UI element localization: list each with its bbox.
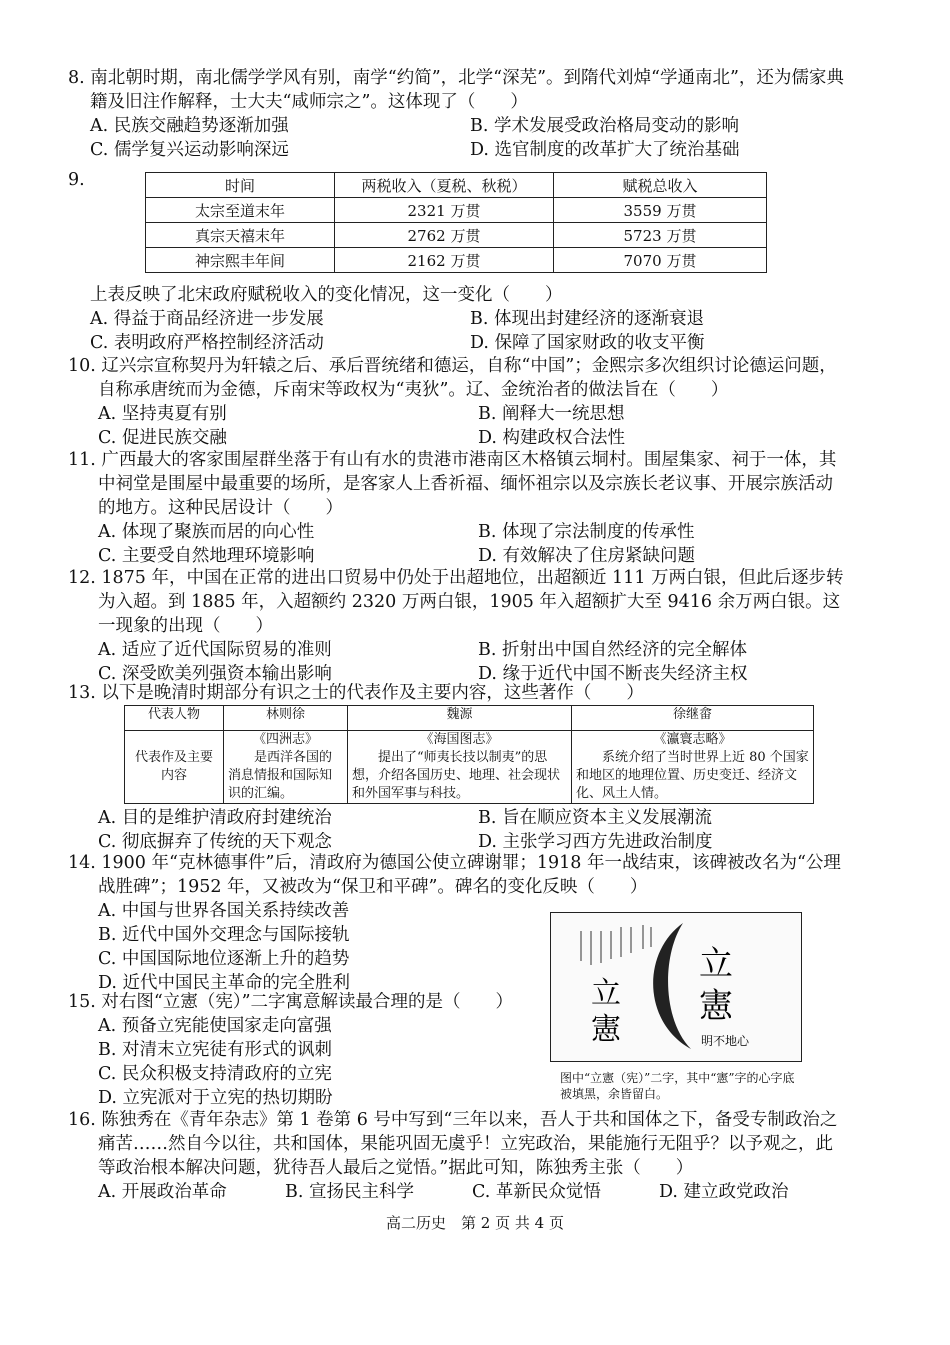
table-row bbox=[125, 731, 814, 804]
question-16 bbox=[68, 1108, 848, 1204]
question-11-options bbox=[98, 520, 848, 568]
option-c[interactable]: C. 表明政府严格控制经济活动 bbox=[90, 333, 324, 353]
table-header: 赋税总收入 bbox=[554, 173, 767, 198]
table-cell bbox=[224, 731, 348, 804]
question-8-stem: 8. 南北朝时期，南北儒学学风有别，南学“约简”，北学“深芜”。到隋代刘焯“学通南北”，还为儒家典籍及旧注作解释，士大夫“咸师宗之”。这体现了（ ） bbox=[68, 68, 844, 112]
option-b[interactable]: B. 阐释大一统思想 bbox=[478, 404, 625, 424]
option-c[interactable]: C. 革新民众觉悟 bbox=[472, 1182, 601, 1202]
big-character-xian: 憲 bbox=[699, 986, 733, 1026]
option-a[interactable]: A. 体现了聚族而居的向心性 bbox=[98, 522, 315, 542]
option-b[interactable]: B. 对清末立宪徒有形式的讽刺 bbox=[98, 1040, 332, 1060]
page-footer: 高二历史 第 2 页 共 4 页 bbox=[386, 1214, 564, 1232]
option-b[interactable]: B. 旨在顺应资本主义发展潮流 bbox=[478, 808, 712, 828]
question-9-number: 9. bbox=[68, 170, 85, 190]
option-d[interactable]: D. 近代中国民主革命的完全胜利 bbox=[98, 973, 351, 993]
question-12-options bbox=[98, 638, 848, 686]
table-header: 林则徐 bbox=[224, 706, 348, 731]
option-a[interactable]: A. 民族交融趋势逐渐加强 bbox=[90, 116, 289, 136]
table-cell: 5723 万贯 bbox=[554, 223, 767, 248]
option-c[interactable]: C. 深受欧美列强资本输出影响 bbox=[98, 664, 332, 684]
table-row bbox=[146, 223, 767, 248]
table-header: 徐继畲 bbox=[572, 706, 814, 731]
table-cell bbox=[572, 731, 814, 804]
work-content: 系统介绍了当时世界上近 80 个国家和地区的地理位置、历史变迁、经济文化、风土人情。 bbox=[576, 750, 809, 801]
option-a[interactable]: A. 坚持夷夏有别 bbox=[98, 404, 227, 424]
option-b[interactable]: B. 学术发展受政治格局变动的影响 bbox=[470, 116, 739, 136]
question-9-options bbox=[90, 307, 848, 355]
revenue-table bbox=[145, 172, 767, 273]
table-header: 魏源 bbox=[348, 706, 572, 731]
table-cell: 神宗熙丰年间 bbox=[146, 248, 335, 273]
question-10-stem: 10. 辽兴宗宣称契丹为轩辕之后、承后晋统绪和德运，自称“中国”；金熙宗多次组织讨论德运问题，自称承唐统而为金德，斥南宋等政权为“夷狄”。辽、金统治者的做法旨在（ ） bbox=[68, 356, 837, 400]
work-content: 提出了“师夷长技以制夷”的思想，介绍各国历史、地理、社会现状和外国军事与科技。 bbox=[352, 750, 561, 801]
option-b[interactable]: B. 体现了宗法制度的传承性 bbox=[478, 522, 695, 542]
table-header: 两税收入（夏税、秋税） bbox=[335, 173, 554, 198]
option-c[interactable]: C. 彻底摒弃了传统的天下观念 bbox=[98, 832, 332, 852]
question-16-options bbox=[98, 1180, 848, 1204]
question-11-stem: 11. 广西最大的客家围屋群坐落于有山有水的贵港市港南区木格镇云垌村。围屋集家、祠于一体，其中祠堂是围屋中最重要的场所，是客家人上香祈福、缅怀祖宗以及宗族长老议事、开展宗族活动的地方。这种民居设计（ ） bbox=[68, 450, 837, 518]
question-15-stem: 15. 对右图“立憲（宪）”二字寓意解读最合理的是（ ） bbox=[68, 992, 514, 1012]
option-d[interactable]: D. 构建政权合法性 bbox=[478, 428, 626, 448]
question-16-stem: 16. 陈独秀在《青年杂志》第 1 卷第 6 号中写到“三年以来，吾人于共和国体之下，备受专制政治之痛苦……然自今以往，共和国体，果能巩固无虞乎！立宪政治，果能施行无阻乎？以予观之，此等政治根本解决问题，犹待吾人最后之觉悟。”据此可知，陈独秀主张（ ） bbox=[68, 1110, 838, 1178]
question-9-body bbox=[68, 283, 848, 355]
question-8-options bbox=[90, 114, 848, 162]
work-title: 《四洲志》 bbox=[252, 732, 318, 747]
option-d[interactable]: D. 缘于近代中国不断丧失经济主权 bbox=[478, 664, 748, 684]
table-header: 时间 bbox=[146, 173, 335, 198]
question-11 bbox=[68, 448, 848, 568]
cartoon-figure bbox=[550, 912, 802, 1062]
work-title: 《海国图志》 bbox=[420, 732, 499, 747]
option-c[interactable]: C. 民众积极支持清政府的立宪 bbox=[98, 1064, 332, 1084]
cartoon-illustration bbox=[551, 913, 801, 1061]
option-b[interactable]: B. 折射出中国自然经济的完全解体 bbox=[478, 640, 747, 660]
question-12 bbox=[68, 566, 848, 686]
question-13-stem: 13. 以下是晚清时期部分有识之士的代表作及主要内容，这些著作（ ） bbox=[68, 683, 644, 703]
table-row bbox=[146, 248, 767, 273]
table-row bbox=[146, 198, 767, 223]
option-a[interactable]: A. 预备立宪能使国家走向富强 bbox=[98, 1016, 332, 1036]
work-content: 是西洋各国的消息情报和国际知识的汇编。 bbox=[228, 750, 333, 801]
works-table bbox=[124, 705, 814, 804]
option-d[interactable]: D. 建立政党政治 bbox=[659, 1182, 789, 1202]
option-c[interactable]: C. 儒学复兴运动影响深远 bbox=[90, 140, 289, 160]
question-12-stem: 12. 1875 年，中国在正常的进出口贸易中仍处于出超地位，出超额近 111 万两白银，但此后逐步转为入超。到 1885 年，入超额约 2320 万两白银，1905 年入超额扩大至 9416 余万两白银。这一现象的出现（ ） bbox=[68, 568, 844, 636]
question-13 bbox=[68, 681, 848, 705]
question-10 bbox=[68, 354, 848, 450]
option-a[interactable]: A. 适应了近代国际贸易的准则 bbox=[98, 640, 332, 660]
option-d[interactable]: D. 选官制度的改革扩大了统治基础 bbox=[470, 140, 740, 160]
table-cell: 太宗至道末年 bbox=[146, 198, 335, 223]
table-cell: 2321 万贯 bbox=[335, 198, 554, 223]
table-cell: 3559 万贯 bbox=[554, 198, 767, 223]
big-character-li: 立 bbox=[699, 944, 733, 984]
question-10-options bbox=[98, 402, 848, 450]
question-13-options-block bbox=[68, 806, 848, 854]
option-a[interactable]: A. 中国与世界各国关系持续改善 bbox=[98, 901, 350, 921]
table-cell: 真宗天禧末年 bbox=[146, 223, 335, 248]
option-a[interactable]: A. 开展政治革命 bbox=[98, 1182, 227, 1202]
question-15 bbox=[68, 990, 538, 1110]
table-cell: 2762 万贯 bbox=[335, 223, 554, 248]
table-header: 代表人物 bbox=[125, 706, 224, 731]
question-15-options bbox=[98, 1014, 538, 1110]
table-cell bbox=[348, 731, 572, 804]
table-header-row bbox=[146, 173, 767, 198]
option-a[interactable]: A. 目的是维护清政府封建统治 bbox=[98, 808, 332, 828]
option-c[interactable]: C. 主要受自然地理环境影响 bbox=[98, 546, 315, 566]
option-a[interactable]: A. 得益于商品经济进一步发展 bbox=[90, 309, 324, 329]
table-cell: 代表作及主要内容 bbox=[125, 731, 224, 804]
option-d[interactable]: D. 保障了国家财政的收支平衡 bbox=[470, 333, 705, 353]
option-c[interactable]: C. 中国国际地位逐渐上升的趋势 bbox=[98, 949, 350, 969]
curve-text: 明不地心 bbox=[701, 1034, 750, 1048]
option-b[interactable]: B. 体现出封建经济的逐渐衰退 bbox=[470, 309, 704, 329]
question-9-stem: 上表反映了北宋政府赋税收入的变化情况，这一变化（ ） bbox=[90, 285, 563, 305]
option-d[interactable]: D. 有效解决了住房紧缺问题 bbox=[478, 546, 696, 566]
small-character-xian: 憲 bbox=[591, 1012, 621, 1047]
figure-caption: 图中“立憲（宪）”二字，其中“憲”字的心字底被填黑，余皆留白。 bbox=[560, 1071, 795, 1101]
table-cell: 7070 万贯 bbox=[554, 248, 767, 273]
question-13-options bbox=[98, 806, 848, 854]
option-d[interactable]: D. 立宪派对于立宪的热切期盼 bbox=[98, 1088, 333, 1108]
table-cell: 2162 万贯 bbox=[335, 248, 554, 273]
option-b[interactable]: B. 宣扬民主科学 bbox=[285, 1182, 414, 1202]
work-title: 《瀛寰志略》 bbox=[653, 732, 732, 747]
question-14-stem: 14. 1900 年“克林德事件”后，清政府为德国公使立碑谢罪；1918 年一战结束，该碑被改名为“公理战胜碑”；1952 年，又被改为“保卫和平碑”。碑名的变化反映（ ） bbox=[68, 853, 841, 897]
table-header-row bbox=[125, 706, 814, 731]
option-d[interactable]: D. 主张学习西方先进政治制度 bbox=[478, 832, 713, 852]
question-8 bbox=[68, 66, 848, 162]
option-c[interactable]: C. 促进民族交融 bbox=[98, 428, 227, 448]
option-b[interactable]: B. 近代中国外交理念与国际接轨 bbox=[98, 925, 350, 945]
small-character-li: 立 bbox=[591, 976, 621, 1011]
